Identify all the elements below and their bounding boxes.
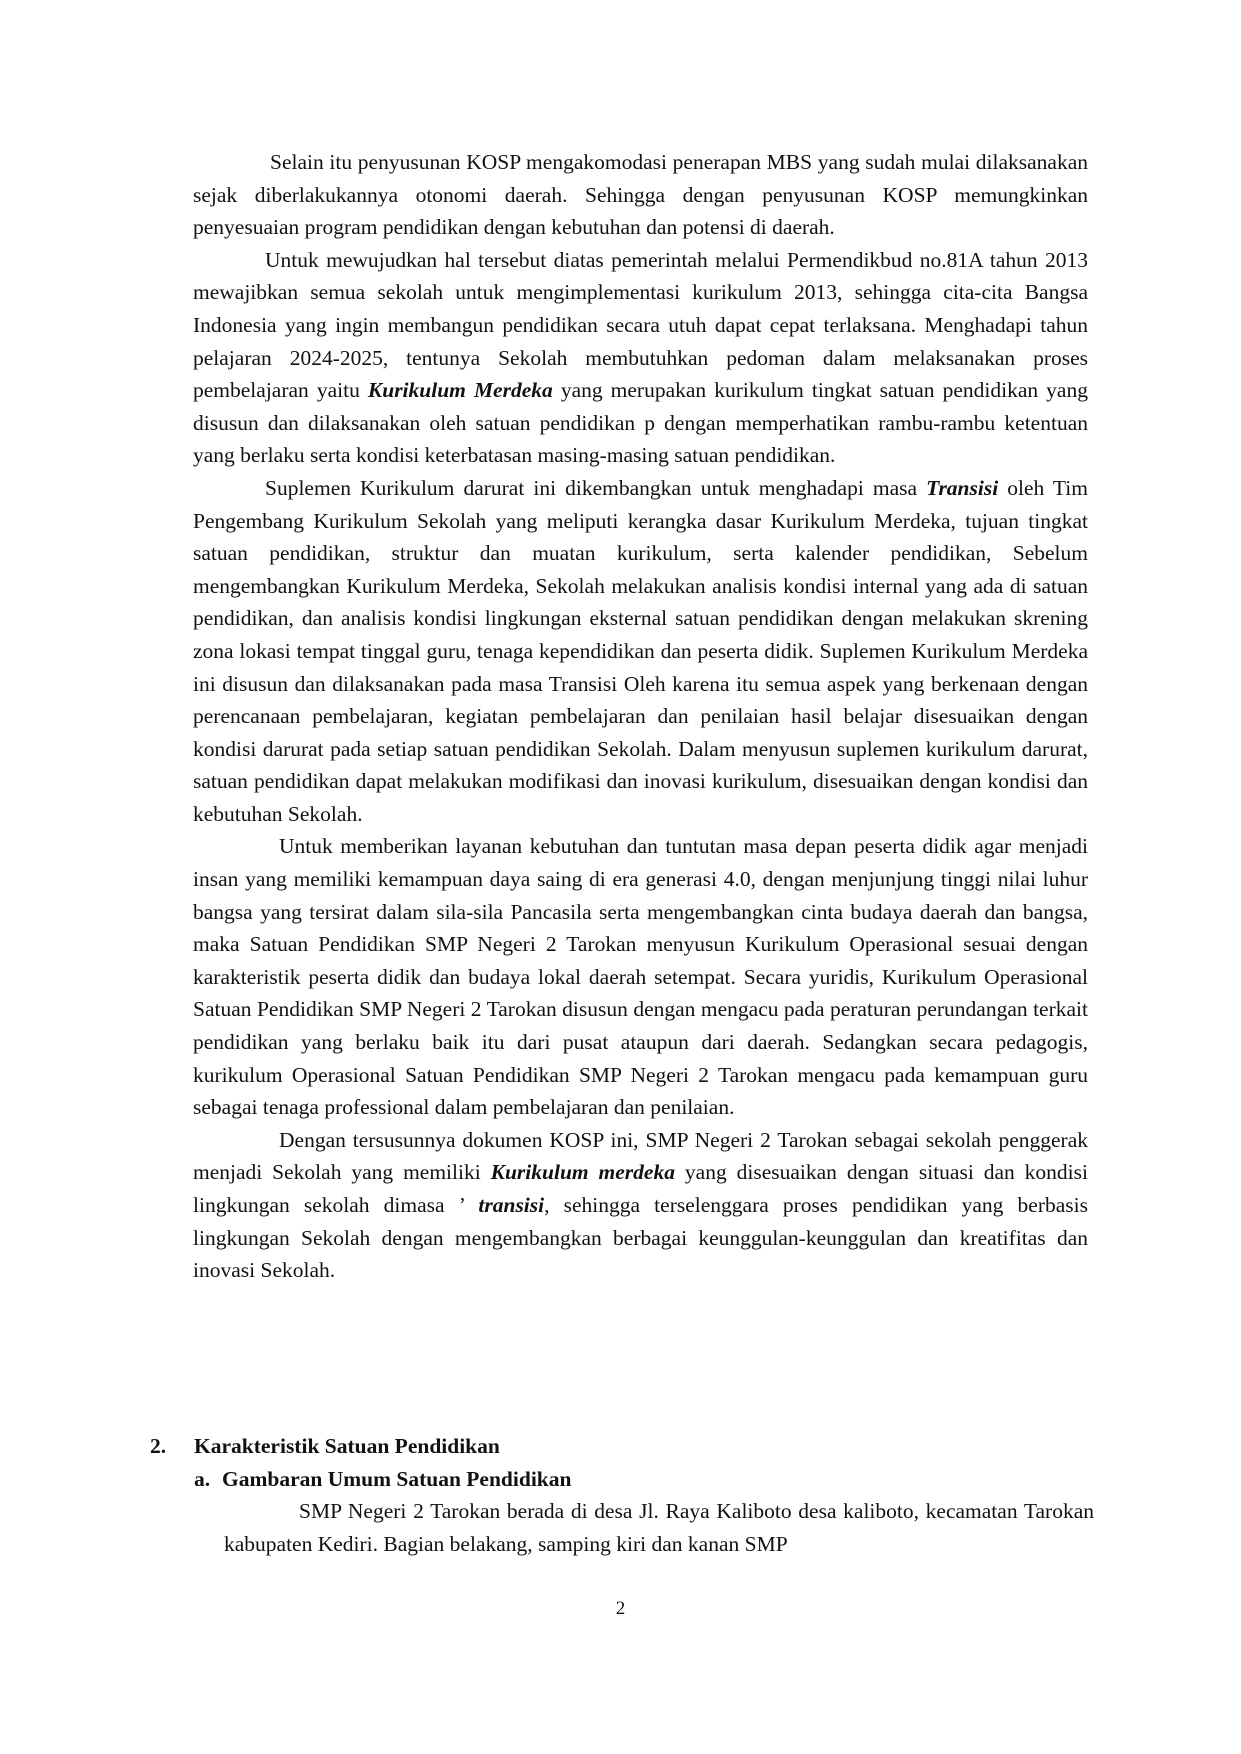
paragraph-text: Dengan tersusunnya dokumen KOSP ini, SMP Negeri 2 Tarokan sebagai sekolah penggerak menjadi Sekolah yang memiliki [193,1127,1088,1185]
subsection-title: Gambaran Umum Satuan Pendidikan [222,1466,572,1491]
paragraph-kosp-mbs [193,146,1088,244]
paragraph-text: Selain itu penyusunan KOSP mengakomodasi penerapan MBS yang sudah mulai dilaksanakan sejak diberlakukannya otonomi daerah. Sehingga dengan penyusunan KOSP memungkinkan penyesuaian program pendidikan dengan kebutuhan dan potensi di daerah. [193,150,1088,240]
emphasis-transisi: transisi [478,1193,545,1217]
paragraph-tersusunnya [193,1124,1088,1287]
paragraph-text: Suplemen Kurikulum darurat ini dikembangkan untuk menghadapi masa [265,475,927,500]
paragraph-text: Untuk mewujudkan hal tersebut diatas pemerintah melalui Permendikbud no.81A tahun 2013 mewajibkan semua sekolah untuk mengimplementasi kurikulum 2013, sehingga cita-cita Bangsa Indonesia yang ingin membangun pendidikan secara utuh dapat cepat terlaksana. Menghadapi tahun pelajaran 2024-2025, tentunya Sekolah membutuhkan pedoman dalam melaksanakan proses pembelajaran yaitu [193,247,1088,403]
emphasis-kurikulum-merdeka: Kurikulum Merdeka [367,378,553,403]
section-number: 2. [150,1434,167,1458]
body-text [193,146,1088,1287]
subsection-letter: a. [194,1466,211,1491]
section-title: Karakteristik Satuan Pendidikan [194,1434,500,1458]
paragraph-text: Untuk memberikan layanan kebutuhan dan tuntutan masa depan peserta didik agar menjadi insan yang memiliki kemampuan daya saing di era generasi 4.0, dengan menjunjung tinggi nilai luhur bangsa yang tersirat dalam sila-sila Pancasila serta mengembangkan cinta budaya daerah dan bangsa, maka Satuan Pendidikan SMP Negeri 2 Tarokan menyusun Kurikulum Operasional sesuai dengan karakteristik peserta didik dan budaya lokal daerah setempat. Secara yuridis, Kurikulum Operasional Satuan Pendidikan SMP Negeri 2 Tarokan disusun dengan mengacu pada peraturan perundangan terkait pendidikan yang berlaku baik itu dari pusat ataupun dari daerah. Sedangkan secara pedagogis, kurikulum Operasional Satuan Pendidikan SMP Negeri 2 Tarokan mengacu pada kemampuan guru sebagai tenaga professional dalam pembelajaran dan penilaian. [193,834,1088,1120]
emphasis-transisi: Transisi [926,475,999,500]
section-heading [150,1430,1090,1463]
paragraph-text: , sehingga terselenggara proses pendidikan yang berbasis lingkungan Sekolah dengan mengembangkan berbagai keunggulan-keunggulan dan kreatifitas dan inovasi Sekolah. [193,1193,1088,1283]
subsection-heading [194,1463,1090,1496]
paragraph-text: yang merupakan kurikulum tingkat satuan pendidikan yang disusun dan dilaksanakan oleh satuan pendidikan p dengan memperhatikan rambu-rambu ketentuan yang berlaku serta kondisi keterbatasan masing-masing satuan pendidikan. [193,378,1088,468]
paragraph-layanan [193,830,1088,1123]
page-number: 2 [615,1598,626,1619]
section-karakteristik [150,1430,1094,1560]
emphasis-kurikulum-merdeka: Kurikulum merdeka [490,1160,675,1185]
paragraph-text: yang disesuaikan dengan situasi dan kondisi lingkungan sekolah dimasa ’ [193,1160,1088,1217]
paragraph-permendikbud [193,244,1088,472]
paragraph-text: oleh Tim Pengembang Kurikulum Sekolah yang meliputi kerangka dasar Kurikulum Merdeka, tujuan tingkat satuan pendidikan, struktur dan muatan kurikulum, serta kalender pendidikan, Sebelum mengembangkan Kurikulum Merdeka, Sekolah melakukan analisis kondisi internal yang ada di satuan pendidikan, dan analisis kondisi lingkungan eksternal satuan pendidikan dengan melakukan skrening zona lokasi tempat tinggal guru, tenaga kependidikan dan peserta didik. Suplemen Kurikulum Merdeka ini disusun dan dilaksanakan pada masa Transisi Oleh karena itu semua aspek yang berkenaan dengan perencanaan pembelajaran, kegiatan pembelajaran dan penilaian hasil belajar disesuaikan dengan kondisi darurat pada setiap satuan pendidikan Sekolah. Dalam menyusun suplemen kurikulum darurat, satuan pendidikan dapat melakukan modifikasi dan inovasi kurikulum, disesuaikan dengan kondisi dan kebutuhan Sekolah. [193,475,1088,826]
subsection-paragraph: SMP Negeri 2 Tarokan berada di desa Jl. Raya Kaliboto desa kaliboto, kecamatan Tarokan kabupaten Kediri. Bagian belakang, samping kiri dan kanan SMP [224,1499,1094,1556]
paragraph-suplemen [193,472,1088,831]
